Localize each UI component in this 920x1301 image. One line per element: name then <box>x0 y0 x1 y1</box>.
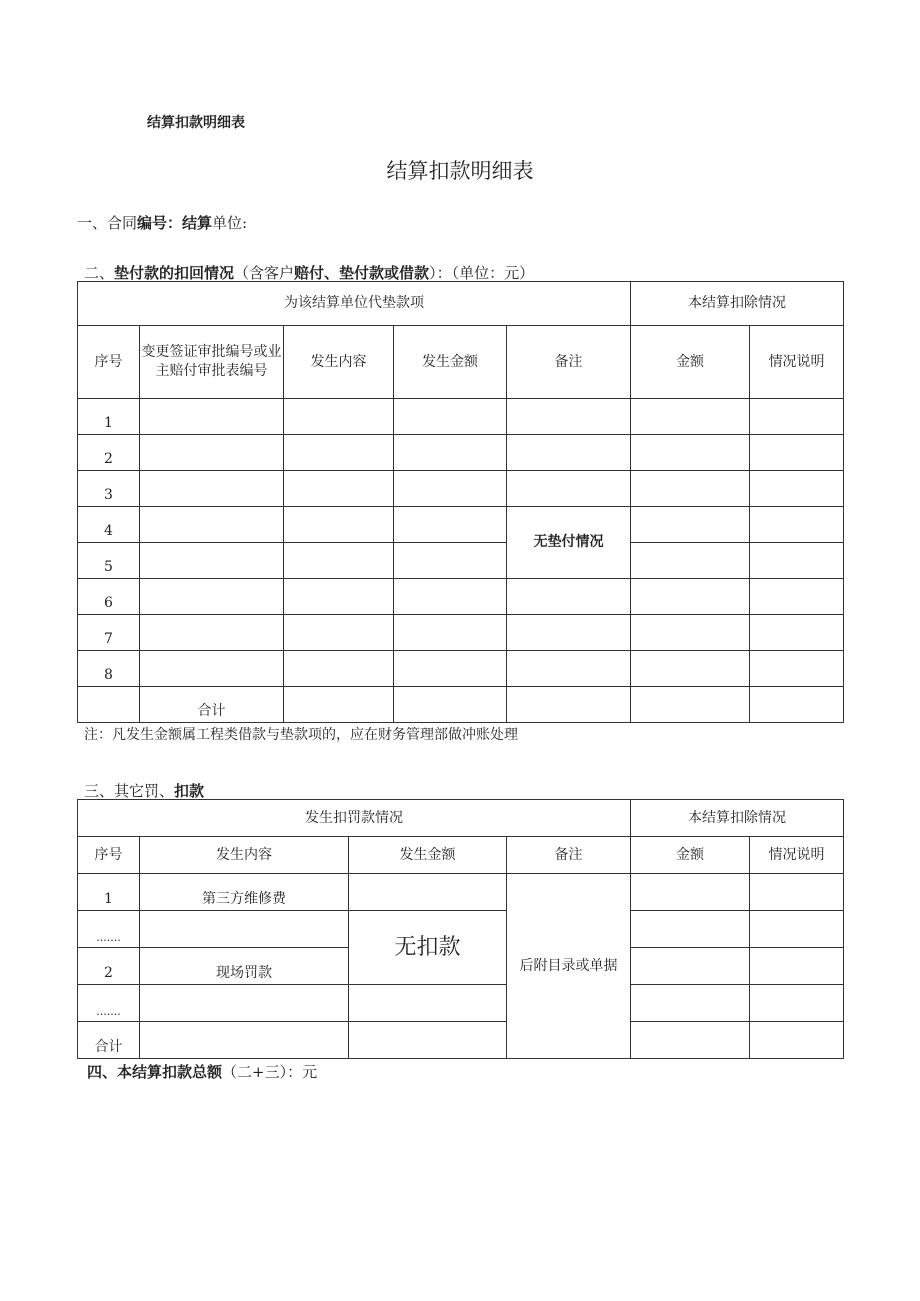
row-number: ....... <box>78 985 140 1022</box>
row-number: 1 <box>78 399 140 435</box>
cell <box>284 543 394 579</box>
col-header-deduct-amount: 金额 <box>631 326 750 399</box>
penalty-table <box>77 799 844 1059</box>
page-title: 结算扣款明细表 <box>386 159 534 183</box>
cell <box>140 615 284 651</box>
section2-p2: （含客户 <box>234 264 295 282</box>
cell <box>394 471 507 507</box>
cell <box>631 615 750 651</box>
cell <box>631 579 750 615</box>
row-number: 3 <box>78 471 140 507</box>
advance-payment-table <box>77 281 844 723</box>
col-header-explanation: 情况说明 <box>750 326 844 399</box>
cell <box>284 687 394 723</box>
cell <box>284 399 394 435</box>
table-row <box>78 579 844 615</box>
row-number: 4 <box>78 507 140 543</box>
table-row <box>78 471 844 507</box>
cell <box>140 1022 349 1059</box>
group-header-advances: 为该结算单位代垫款项 <box>78 282 631 326</box>
col-header-remark: 备注 <box>507 326 631 399</box>
table-row <box>78 507 844 543</box>
cell <box>631 1022 750 1059</box>
cell <box>394 651 507 687</box>
cell <box>750 985 844 1022</box>
section3-prefix: 三、其它罚、 <box>84 782 175 800</box>
cell <box>140 651 284 687</box>
cell <box>349 874 507 911</box>
cell <box>140 543 284 579</box>
cell <box>140 399 284 435</box>
cell <box>394 507 507 543</box>
cell <box>631 651 750 687</box>
section4-suffix: （二+三）：元 <box>222 1063 318 1081</box>
doc-header-label: 结算扣款明细表 <box>147 115 245 131</box>
cell <box>750 579 844 615</box>
row-number: 6 <box>78 579 140 615</box>
group-header-deductions: 本结算扣除情况 <box>631 282 844 326</box>
row-number: ....... <box>78 911 140 948</box>
cell <box>631 435 750 471</box>
section2-p1: 二、 <box>84 264 115 282</box>
cell <box>750 687 844 723</box>
cell <box>750 399 844 435</box>
cell <box>284 651 394 687</box>
cell <box>507 399 631 435</box>
total-row <box>78 1022 844 1059</box>
cell <box>394 399 507 435</box>
col-header-amount: 发生金额 <box>394 326 507 399</box>
cell <box>750 471 844 507</box>
cell <box>507 687 631 723</box>
cell <box>631 985 750 1022</box>
cell <box>140 579 284 615</box>
section3-heading <box>84 780 204 801</box>
row-content: 第三方维修费 <box>140 874 349 911</box>
row-number: 2 <box>78 435 140 471</box>
cell <box>349 985 507 1022</box>
col-header-content: 发生内容 <box>140 837 349 874</box>
cell <box>140 435 284 471</box>
row-number: 2 <box>78 948 140 985</box>
section4-bold: 四、本结算扣款总额 <box>87 1063 223 1081</box>
row-content: 现场罚款 <box>140 948 349 985</box>
cell <box>631 874 750 911</box>
table-row <box>78 543 844 579</box>
section2-p3: ）：（单位：元） <box>429 264 535 282</box>
section2-b1: 垫付款的扣回情况 <box>114 264 235 282</box>
cell <box>750 615 844 651</box>
table-row <box>78 615 844 651</box>
cell <box>631 399 750 435</box>
col-header-content: 发生内容 <box>284 326 394 399</box>
table-row <box>78 435 844 471</box>
cell <box>631 507 750 543</box>
cell <box>284 579 394 615</box>
cell <box>507 471 631 507</box>
col-header-approval-no: 变更签证审批编号或业主赔付审批表编号 <box>140 326 284 399</box>
col-header-explanation: 情况说明 <box>750 837 844 874</box>
cell <box>284 435 394 471</box>
cell <box>631 543 750 579</box>
cell <box>507 435 631 471</box>
cell <box>284 507 394 543</box>
table-row <box>78 874 844 911</box>
cell <box>394 435 507 471</box>
group-header-penalties: 发生扣罚款情况 <box>78 800 631 837</box>
row-number: 1 <box>78 874 140 911</box>
total-label: 合计 <box>78 1022 140 1059</box>
row-number: 7 <box>78 615 140 651</box>
contract-line-prefix: 一、合同 <box>77 214 138 232</box>
col-header-remark: 备注 <box>507 837 631 874</box>
no-advance-remark: 无垫付情况 <box>507 507 631 579</box>
table-row <box>78 911 844 948</box>
cell <box>284 471 394 507</box>
section2-b2: 赔付、垫付款或借款 <box>294 264 430 282</box>
cell <box>394 687 507 723</box>
cell <box>140 471 284 507</box>
total-label: 合计 <box>140 687 284 723</box>
cell <box>750 874 844 911</box>
col-header-no: 序号 <box>78 326 140 399</box>
row-number: 8 <box>78 651 140 687</box>
contract-no-label: 编号：结算 <box>137 214 213 232</box>
col-header-amount: 发生金额 <box>349 837 507 874</box>
attachment-remark: 后附目录或单据 <box>507 874 631 1059</box>
no-deduction-label: 无扣款 <box>349 911 507 985</box>
cell <box>750 948 844 985</box>
unit-label: 单位: <box>212 214 248 232</box>
table-row <box>78 985 844 1022</box>
cell <box>140 985 349 1022</box>
cell <box>349 1022 507 1059</box>
cell <box>750 435 844 471</box>
cell <box>507 651 631 687</box>
cell <box>631 471 750 507</box>
col-header-deduct-amount: 金额 <box>631 837 750 874</box>
cell <box>631 948 750 985</box>
row-number: 5 <box>78 543 140 579</box>
total-row <box>78 687 844 723</box>
cell <box>140 911 349 948</box>
cell <box>631 687 750 723</box>
table-row <box>78 399 844 435</box>
col-header-no: 序号 <box>78 837 140 874</box>
table-note: 注：凡发生金额属工程类借款与垫款项的，应在财务管理部做冲账处理 <box>84 727 518 743</box>
section4-heading <box>87 1061 317 1082</box>
contract-line <box>77 212 247 233</box>
cell <box>140 507 284 543</box>
table-row <box>78 651 844 687</box>
cell <box>750 507 844 543</box>
cell <box>394 579 507 615</box>
cell <box>750 543 844 579</box>
cell <box>631 911 750 948</box>
cell <box>750 911 844 948</box>
group-header-deductions: 本结算扣除情况 <box>631 800 844 837</box>
cell <box>284 615 394 651</box>
cell <box>507 579 631 615</box>
cell <box>750 651 844 687</box>
cell <box>750 1022 844 1059</box>
cell <box>78 687 140 723</box>
cell <box>507 615 631 651</box>
section2-heading <box>84 262 534 283</box>
cell <box>394 543 507 579</box>
section3-bold: 扣款 <box>174 782 205 800</box>
cell <box>394 615 507 651</box>
